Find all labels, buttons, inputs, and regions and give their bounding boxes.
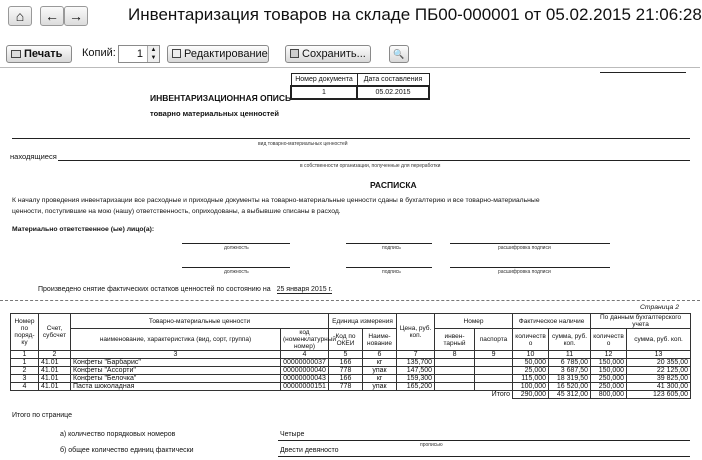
row-actual-sum: 3 687,50 — [549, 367, 591, 375]
row-acct-qty: 150,000 — [591, 367, 627, 375]
table-row — [11, 383, 691, 391]
preview-button[interactable] — [389, 45, 409, 63]
col-number: 8 — [435, 351, 475, 359]
row-acct-qty: 250,000 — [591, 383, 627, 391]
row-passport — [475, 359, 513, 367]
row-okei: 778 — [329, 367, 363, 375]
th-acct: По данным бухгалтерского учета — [591, 314, 691, 329]
table-row — [11, 375, 691, 383]
row-account: 41.01 — [39, 359, 71, 367]
copies-value: 1 — [136, 48, 143, 60]
row-code: 00000000037 — [281, 359, 329, 367]
doc-date-header: Дата составления — [357, 74, 429, 87]
count-text-label: Произведено снятие фактических остатков ценностей по состоянию на — [38, 286, 271, 293]
hint-decoding: расшифровка подписи — [498, 245, 551, 251]
table-row — [11, 367, 691, 375]
window-title: Инвентаризация товаров на складе ПБ00-000001 от 05.02.2015 21:06:28 — [128, 5, 702, 24]
row-price: 135,700 — [397, 359, 435, 367]
col-number: 2 — [39, 351, 71, 359]
doc-subtitle: товарно материальных ценностей — [150, 109, 279, 118]
th-inv-num: инвен-тарный — [435, 329, 475, 351]
decoding-line — [450, 267, 610, 268]
row-actual-qty: 100,000 — [513, 383, 549, 391]
th-unit: Единица измерения — [329, 314, 397, 329]
row-number: 1 — [11, 359, 39, 367]
row-actual-qty: 115,000 — [513, 375, 549, 383]
table-row — [11, 359, 691, 367]
row-actual-qty: 25,000 — [513, 367, 549, 375]
save-icon — [290, 49, 299, 58]
col-number: 13 — [627, 351, 691, 359]
doc-number-value: 1 — [291, 86, 357, 99]
row-passport — [475, 383, 513, 391]
row-code: 00000000151 — [281, 383, 329, 391]
row-price: 159,300 — [397, 375, 435, 383]
back-arrow-icon: ← — [45, 8, 59, 24]
th-account: Счет, субсчет — [39, 314, 71, 351]
doc-header-table — [290, 73, 430, 100]
signature-line — [346, 243, 432, 244]
th-actual: Фактическое наличие — [513, 314, 591, 329]
rule — [278, 440, 690, 441]
row-inv-num — [435, 359, 475, 367]
row-inv-num — [435, 367, 475, 375]
row-okei: 166 — [329, 375, 363, 383]
col-number: 4 — [281, 351, 329, 359]
row-name: Паста шоколадная — [71, 383, 281, 391]
row-number: 4 — [11, 383, 39, 391]
col-number: 3 — [71, 351, 281, 359]
row-acct-qty: 150,000 — [591, 359, 627, 367]
row-account: 41.01 — [39, 375, 71, 383]
th-unit-code: Код по ОКЕИ — [329, 329, 363, 351]
col-number: 1 — [11, 351, 39, 359]
th-unit-name: Наиме-нование — [363, 329, 397, 351]
row-name: Конфеты "Белочка" — [71, 375, 281, 383]
row-actual-qty: 50,000 — [513, 359, 549, 367]
count-text — [38, 286, 332, 293]
total-acct-qty: 800,000 — [591, 391, 627, 399]
row-number: 2 — [11, 367, 39, 375]
copies-spinner[interactable] — [118, 45, 160, 63]
position-line — [182, 267, 290, 268]
total-acct-sum: 123 605,00 — [627, 391, 691, 399]
inventory-table — [10, 313, 691, 399]
doc-number-header: Номер документа — [291, 74, 357, 87]
row-inv-num — [435, 375, 475, 383]
row-passport — [475, 375, 513, 383]
th-goods-code: код (номенклатурный номер) — [281, 329, 329, 351]
save-button-label: Сохранить... — [302, 48, 366, 60]
row-actual-sum: 18 319,50 — [549, 375, 591, 383]
th-goods-name: наименование, характеристика (вид, сорт, группа) — [71, 329, 281, 351]
row-unit: кг — [363, 359, 397, 367]
row-actual-sum: 6 785,00 — [549, 359, 591, 367]
hint-position: должность — [224, 269, 249, 275]
edit-button[interactable] — [167, 45, 269, 63]
hint-signature: подпись — [382, 245, 401, 251]
toolbar-separator — [0, 67, 700, 68]
magnifier-icon: 🔍 — [393, 49, 405, 59]
col-number: 7 — [397, 351, 435, 359]
printer-icon — [11, 50, 21, 58]
position-line — [182, 243, 290, 244]
hint-kind: вид товарно-материальных ценностей — [258, 141, 348, 147]
hint-words: прописью — [420, 442, 443, 448]
row-unit: упак — [363, 367, 397, 375]
th-price: Цена, руб. коп. — [397, 314, 435, 351]
line-a-label: а) количество порядковых номеров — [60, 431, 176, 438]
row-acct-sum: 22 125,00 — [627, 367, 691, 375]
total-actual-qty: 290,000 — [513, 391, 549, 399]
th-acct-sum: сумма, руб. коп. — [627, 329, 691, 351]
row-inv-num — [435, 383, 475, 391]
save-button[interactable] — [285, 45, 371, 63]
row-acct-sum: 41 300,00 — [627, 383, 691, 391]
row-acct-sum: 20 355,00 — [627, 359, 691, 367]
row-price: 147,500 — [397, 367, 435, 375]
column-number-row — [11, 351, 691, 359]
located-label: находящиеся — [10, 152, 57, 161]
row-acct-sum: 39 825,00 — [627, 375, 691, 383]
page-break — [0, 300, 700, 301]
page-total-label: Итого по странице — [12, 412, 73, 419]
row-okei: 166 — [329, 359, 363, 367]
row-name: Конфеты "Ассорти" — [71, 367, 281, 375]
row-code: 00000000040 — [281, 367, 329, 375]
th-actual-sum: сумма, руб. коп. — [549, 329, 591, 351]
rule — [278, 456, 690, 457]
col-number: 5 — [329, 351, 363, 359]
row-passport — [475, 367, 513, 375]
line-b-label: б) общее количество единиц фактически — [60, 447, 194, 454]
row-actual-sum: 16 520,00 — [549, 383, 591, 391]
row-okei: 778 — [329, 383, 363, 391]
decoding-line — [450, 243, 610, 244]
col-number: 6 — [363, 351, 397, 359]
home-button[interactable] — [8, 6, 32, 26]
th-num: Номер по поряд-ку — [11, 314, 39, 351]
total-actual-sum: 45 312,00 — [549, 391, 591, 399]
hint-owner: в собственности организации, полученные для переработки — [300, 163, 441, 169]
count-date: 25 января 2015 г. — [276, 286, 333, 293]
th-goods: Товарно-материальные ценности — [71, 314, 329, 329]
doc-title: ИНВЕНТАРИЗАЦИОННАЯ ОПИСЬ — [150, 93, 292, 103]
row-account: 41.01 — [39, 383, 71, 391]
edit-button-label: Редактирование — [184, 48, 268, 60]
forward-arrow-icon: → — [69, 8, 83, 24]
line-a-value: Четыре — [280, 431, 305, 438]
row-acct-qty: 250,000 — [591, 375, 627, 383]
receipt-text-2: ценности, поступившие на мою (нашу) ответственность, оприходованы, а выбывшие списаны в расход. — [12, 208, 341, 215]
line-b-value: Двести девяносто — [280, 447, 339, 454]
rule — [12, 138, 690, 139]
page-label: Страница 2 — [640, 304, 679, 311]
row-unit: кг — [363, 375, 397, 383]
row-account: 41.01 — [39, 367, 71, 375]
spinner-arrows-icon[interactable]: ▲ ▼ — [147, 46, 159, 62]
print-button-label: Печать — [24, 48, 63, 60]
col-number: 11 — [549, 351, 591, 359]
th-actual-qty: количеств о — [513, 329, 549, 351]
responsible-label: Материально ответственное (ые) лицо(а): — [12, 226, 155, 233]
receipt-text-1: К началу проведения инвентаризации все расходные и приходные документы на товарно-материальные ценности сданы в бухгалтерию и все товарно-материальные — [12, 197, 540, 204]
row-number: 3 — [11, 375, 39, 383]
row-price: 165,200 — [397, 383, 435, 391]
home-icon: ⌂ — [15, 8, 25, 24]
hint-decoding: расшифровка подписи — [498, 269, 551, 275]
col-number: 10 — [513, 351, 549, 359]
col-number: 12 — [591, 351, 627, 359]
doc-date-value: 05.02.2015 — [357, 86, 429, 99]
copies-label: Копий: — [82, 47, 116, 59]
row-code: 00000000043 — [281, 375, 329, 383]
row-unit: упак — [363, 383, 397, 391]
receipt-title: РАСПИСКА — [370, 180, 417, 190]
th-number: Номер — [435, 314, 513, 329]
signature-line — [346, 267, 432, 268]
print-button[interactable] — [6, 45, 72, 63]
th-acct-qty: количеств о — [591, 329, 627, 351]
total-row — [11, 391, 691, 399]
row-name: Конфеты "Барбарис" — [71, 359, 281, 367]
rule — [600, 72, 686, 73]
th-passport: паспорта — [475, 329, 513, 351]
forward-button[interactable] — [64, 6, 88, 26]
back-button[interactable] — [40, 6, 64, 26]
edit-icon — [172, 49, 181, 58]
total-label: Итого — [491, 391, 511, 399]
rule — [58, 160, 690, 161]
hint-signature: подпись — [382, 269, 401, 275]
col-number: 9 — [475, 351, 513, 359]
hint-position: должность — [224, 245, 249, 251]
